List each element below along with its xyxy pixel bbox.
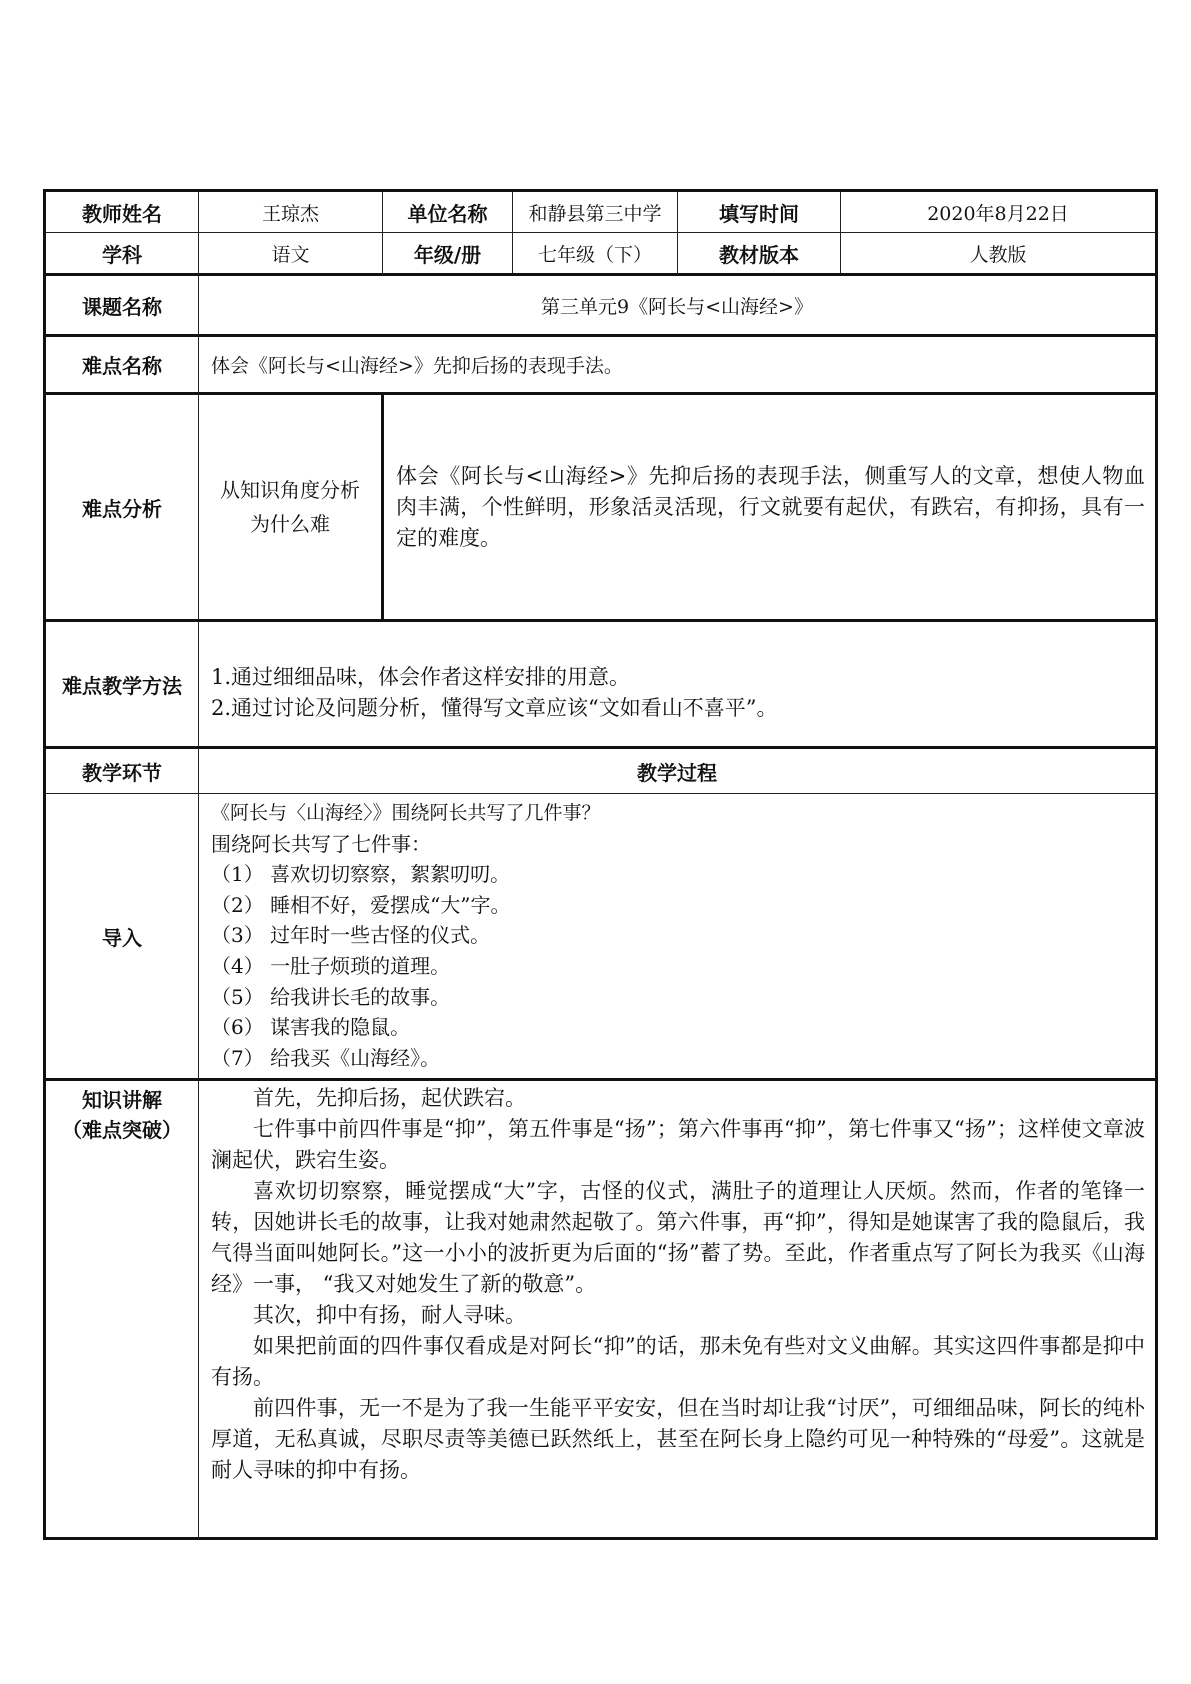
textbook-label: 教材版本 <box>678 233 841 275</box>
knowledge-row <box>45 1080 1157 1539</box>
difficulty-label: 难点名称 <box>45 336 199 394</box>
analysis-text: 体会《阿长与<山海经>》先抑后扬的表现手法，侧重写人的文章，想使人物血肉丰满，个性鲜明，形象活灵活现，行文就要有起伏，有跌宕，有抑扬，具有一定的难度。 <box>396 463 1145 550</box>
intro-item-4: （4） 一肚子烦琐的道理。 <box>211 953 451 978</box>
lesson-plan-table <box>43 189 1158 1540</box>
difficulty-value: 体会《阿长与<山海经>》先抑后扬的表现手法。 <box>199 336 1157 394</box>
intro-line: 围绕阿长共写了七件事： <box>211 831 431 856</box>
intro-item-3: （3） 过年时一些古怪的仪式。 <box>211 923 491 948</box>
method-cell <box>199 621 1157 748</box>
intro-item-5: （5） 给我讲长毛的故事。 <box>211 984 451 1009</box>
header-row-2 <box>45 233 1157 275</box>
analysis-sub-label <box>199 394 383 621</box>
knowledge-label-line-2: （难点突破） <box>62 1118 182 1142</box>
knowledge-paragraph-2: 七件事中前四件事是“抑”，第五件事是“扬”；第六件事再“抑”，第七件事又“扬”；这样使文章波澜起伏，跌宕生姿。 <box>211 1117 1145 1172</box>
knowledge-cell <box>199 1080 1157 1539</box>
analysis-sub-label-text: 从知识角度分析为什么难 <box>220 478 360 536</box>
method-line-1: 1.通过细细品味，体会作者这样安排的用意。 <box>211 665 631 689</box>
analysis-row <box>45 394 1157 621</box>
grade-value: 七年级（下） <box>513 233 678 275</box>
date-label: 填写时间 <box>678 191 841 233</box>
method-line-2: 2.通过讨论及问题分析，懂得写文章应该“文如看山不喜平”。 <box>211 696 778 720</box>
intro-item-6: （6） 谋害我的隐鼠。 <box>211 1015 411 1040</box>
subject-value: 语文 <box>199 233 383 275</box>
analysis-label: 难点分析 <box>45 394 199 621</box>
knowledge-label-line-1: 知识讲解 <box>82 1088 162 1112</box>
intro-row <box>45 794 1157 1080</box>
grade-label: 年级/册 <box>383 233 513 275</box>
intro-cell <box>199 794 1157 1080</box>
process-header: 教学过程 <box>199 748 1157 794</box>
unit-label: 单位名称 <box>383 191 513 233</box>
intro-question: 《阿长与〈山海经〉》围绕阿长共写了几件事？ <box>211 802 601 824</box>
difficulty-row <box>45 336 1157 394</box>
header-row-1 <box>45 191 1157 233</box>
date-value: 2020年8月22日 <box>841 191 1157 233</box>
stage-header: 教学环节 <box>45 748 199 794</box>
subject-label: 学科 <box>45 233 199 275</box>
intro-item-2: （2） 睡相不好，爱摆成“大”字。 <box>211 892 511 917</box>
intro-label: 导入 <box>45 794 199 1080</box>
method-row <box>45 621 1157 748</box>
knowledge-paragraph-4: 其次，抑中有扬，耐人寻味。 <box>253 1303 526 1327</box>
knowledge-paragraph-5: 如果把前面的四件事仅看成是对阿长“抑”的话，那未免有些对文义曲解。其实这四件事都是抑中有扬。 <box>211 1334 1145 1389</box>
topic-label: 课题名称 <box>45 275 199 336</box>
knowledge-paragraph-1: 首先，先抑后扬，起伏跌宕。 <box>253 1086 526 1110</box>
unit-value: 和静县第三中学 <box>513 191 678 233</box>
analysis-text-cell <box>383 394 1157 621</box>
process-header-row <box>45 748 1157 794</box>
intro-item-7: （7） 给我买《山海经》。 <box>211 1045 441 1070</box>
knowledge-label <box>45 1080 199 1539</box>
topic-value: 第三单元9《阿长与<山海经>》 <box>199 275 1157 336</box>
knowledge-paragraph-3: 喜欢切切察察，睡觉摆成“大”字，古怪的仪式，满肚子的道理让人厌烦。然而，作者的笔锋一转，因她讲长毛的故事，让我对她肃然起敬了。第六件事，再“抑”，得知是她谋害了我的隐鼠后，我气得当面叫她阿长。”这一小小的波折更为后面的“扬”蓄了势。至此，作者重点写了阿长为我买《山海经》一事， “我又对她发生了新的敬意”。 <box>211 1179 1145 1296</box>
topic-row <box>45 275 1157 336</box>
teacher-label: 教师姓名 <box>45 191 199 233</box>
knowledge-paragraph-6: 前四件事，无一不是为了我一生能平平安安，但在当时却让我“讨厌”，可细细品味，阿长的纯朴厚道，无私真诚，尽职尽责等美德已跃然纸上，甚至在阿长身上隐约可见一种特殊的“母爱”。这就是耐人寻味的抑中有扬。 <box>211 1396 1145 1482</box>
method-label: 难点教学方法 <box>45 621 199 748</box>
intro-item-1: （1） 喜欢切切察察，絮絮叨叨。 <box>211 862 511 887</box>
teacher-value: 王琼杰 <box>199 191 383 233</box>
lesson-plan-form <box>43 189 1155 1540</box>
textbook-value: 人教版 <box>841 233 1157 275</box>
